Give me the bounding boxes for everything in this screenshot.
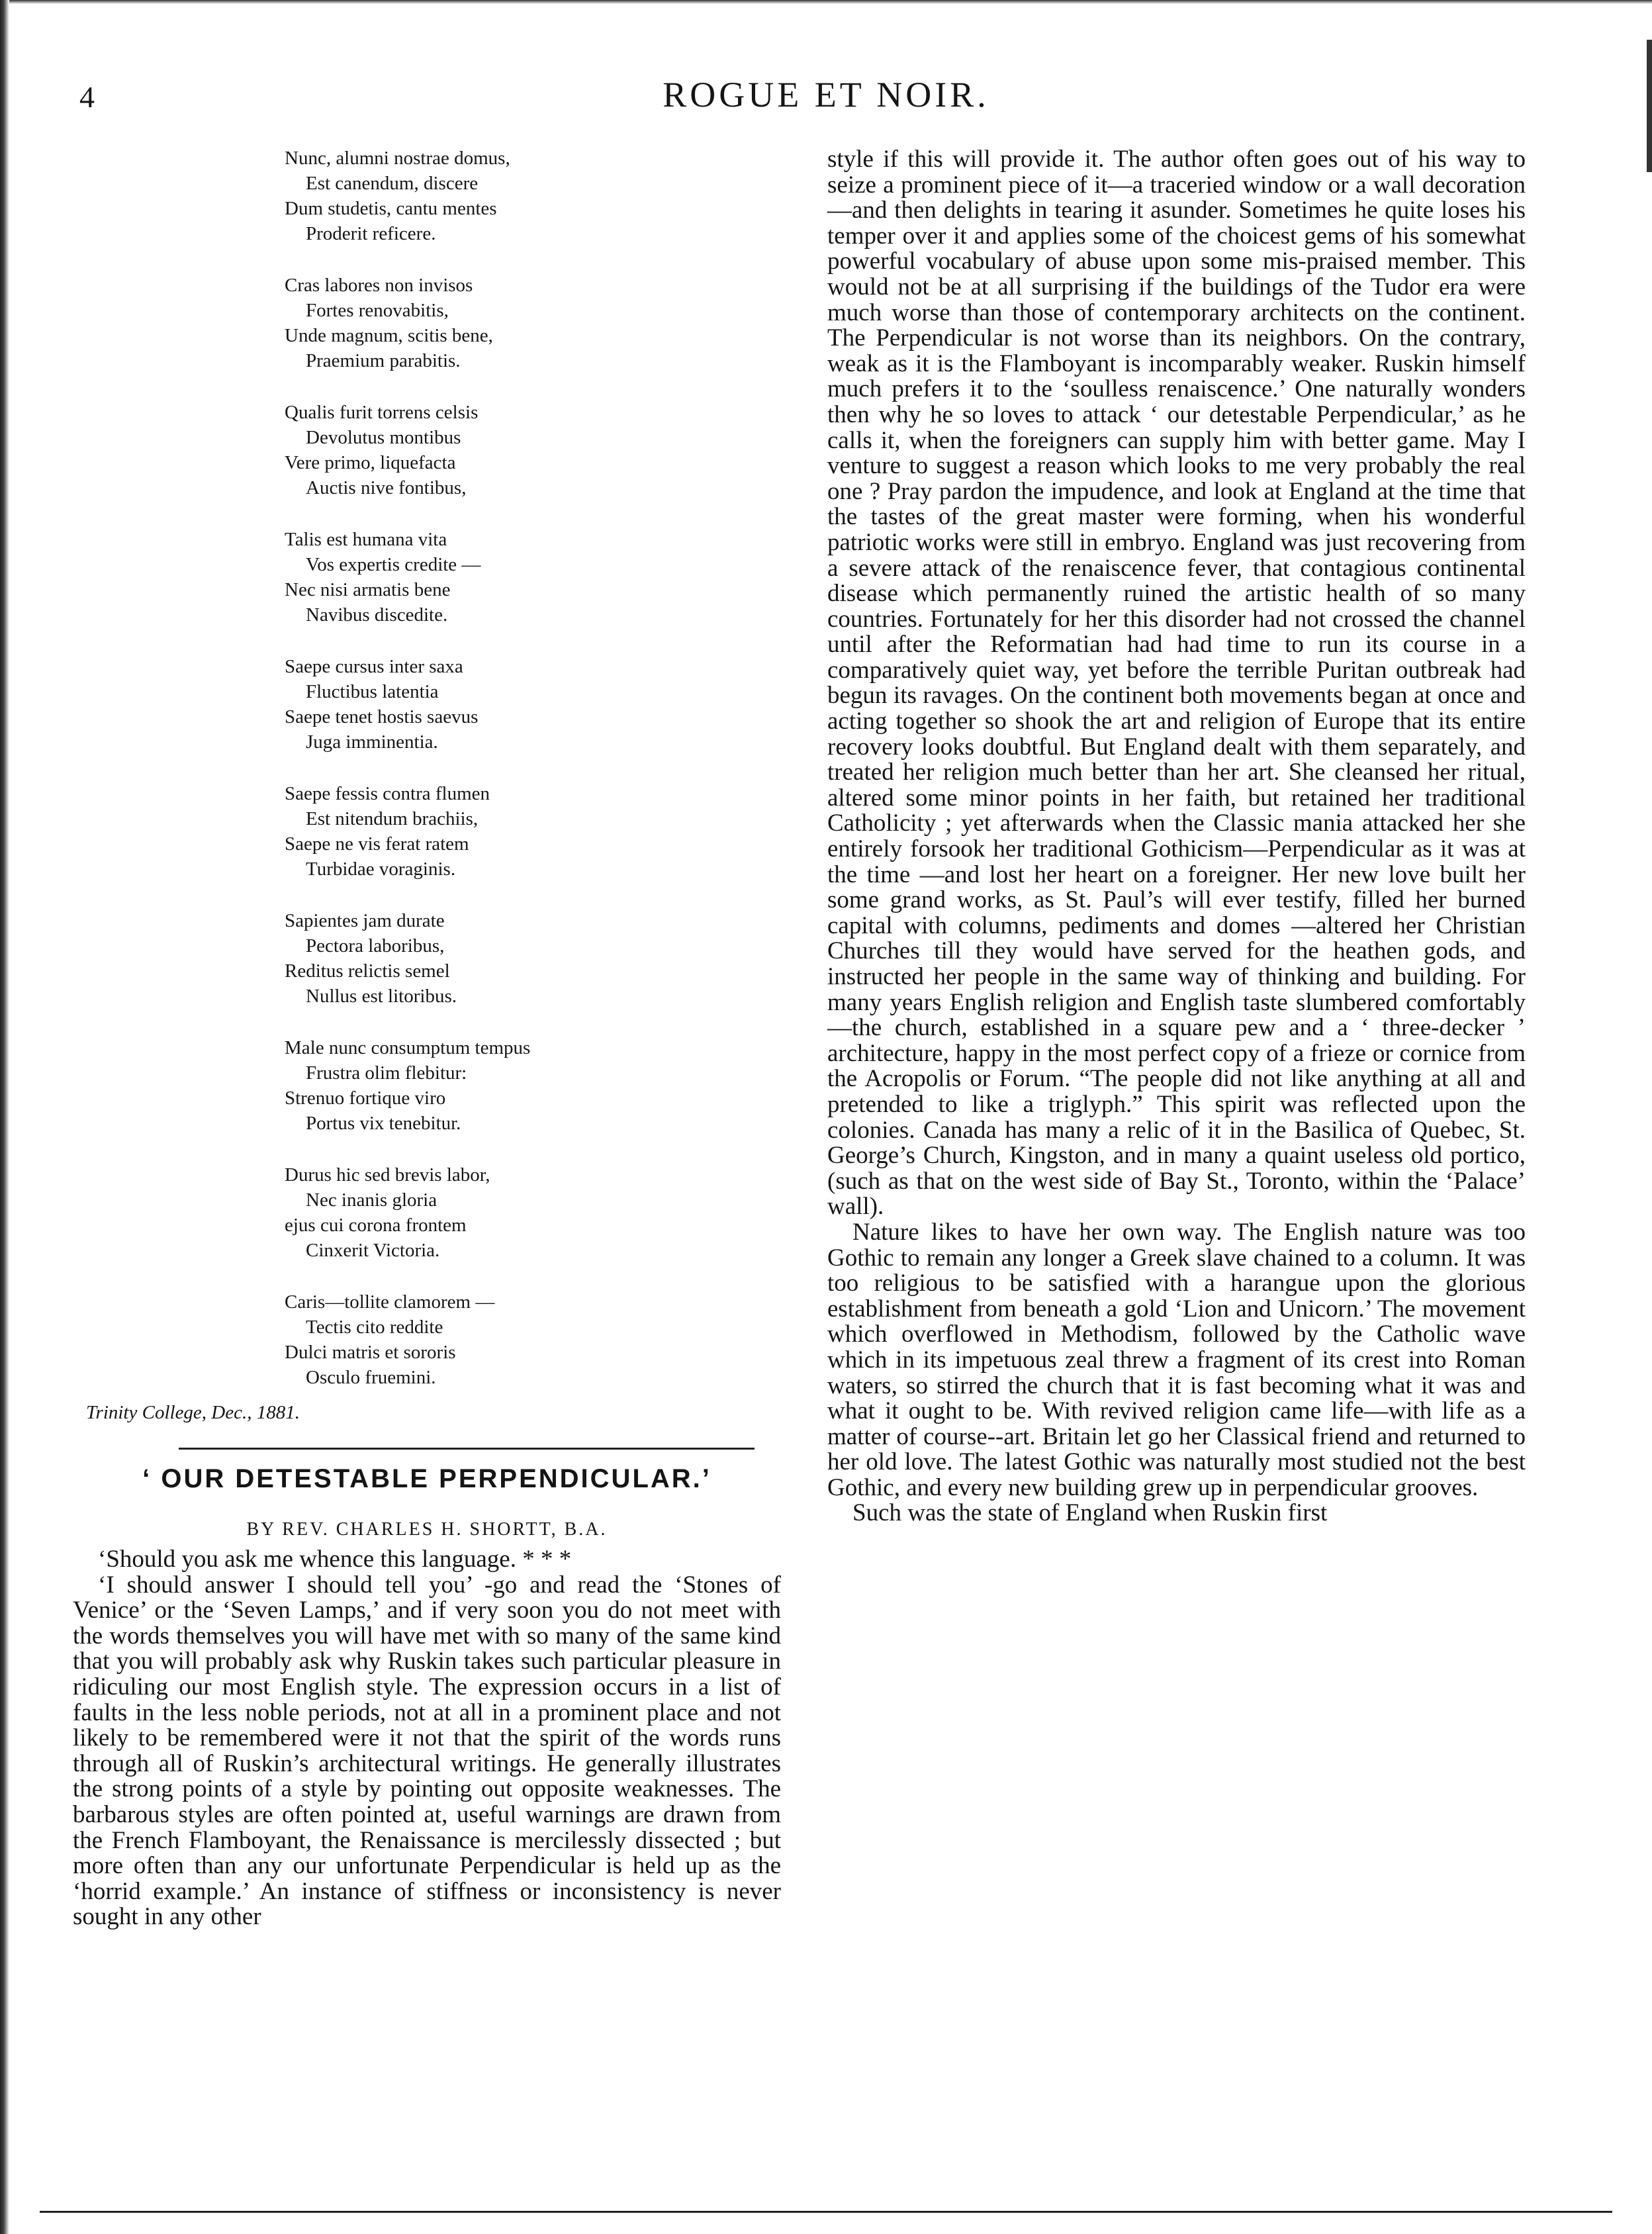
poem-line: Reditus relictis semel [285, 960, 450, 982]
poem-line: Navibus discedite. [306, 604, 448, 626]
poem-line: Caris—tollite clamorem — [285, 1291, 495, 1313]
poem-stanza [285, 1162, 781, 1263]
poem-line: Juga imminentia. [306, 731, 438, 753]
poem-line: Auctis nive fontibus, [306, 477, 467, 498]
poem-line: Vos expertis credite — [306, 554, 481, 575]
left-column [73, 146, 781, 1930]
poem-line: Cras labores non invisos [285, 275, 473, 296]
section-divider [179, 1448, 755, 1450]
poem-stanza [285, 781, 781, 882]
poem-stanza [285, 1035, 781, 1136]
poem-line: Vere primo, liquefacta [285, 452, 456, 473]
article-title: ‘ OUR DETESTABLE PERPENDICULAR.’ [142, 1464, 711, 1493]
poem-line: Nullus est litoribus. [306, 986, 457, 1007]
poem-line: Portus vix tenebitur. [306, 1113, 461, 1134]
poem-stanza [285, 908, 781, 1009]
poem-line: Fortes renovabitis, [306, 300, 449, 321]
poem-stanza [285, 1289, 781, 1390]
article-byline: BY REV. CHARLES H. SHORTT, B.A. [246, 1519, 608, 1540]
poem-line: Pectora laboribus, [306, 935, 445, 956]
poem-line: Strenuo fortique viro [285, 1088, 446, 1109]
poem-line: Osculo fruemini. [306, 1367, 436, 1388]
poem-line: Dum studetis, cantu mentes [285, 198, 497, 219]
poem-line: Saepe cursus inter saxa [285, 656, 463, 677]
poem-stanza [285, 527, 781, 628]
poem-line: Saepe fessis contra flumen [285, 783, 490, 804]
left-article-text [73, 1547, 781, 1930]
page-number: 4 [79, 80, 95, 114]
scan-left-edge [0, 0, 9, 2234]
poem-line: Unde magnum, scitis bene, [285, 325, 493, 346]
latin-poem [73, 146, 781, 1390]
poem-stanza [285, 400, 781, 500]
right-article-text [827, 147, 1526, 1526]
poem-line: Frustra olim flebitur: [306, 1062, 467, 1084]
poem-line: Durus hic sed brevis labor, [285, 1164, 490, 1186]
article-paragraph: ‘I should answer I should tell you’ -go and read the ‘Stones of Venice’ or the ‘Seven Lamps,’ and if very soon you do not meet with the words themselves you will have met with so many of the same kind that you will probably ask why Ruskin takes such particular pleasure in ridiculing our most English style. The expression occurs in a list of faults in the less noble periods, not at all in a prominent place and not likely to be remembered were it not that the spirit of the words runs through all of Ruskin’s architectural writings. He generally illustrates the strong points of a style by pointing out opposite weaknesses. The barbarous styles are often pointed at, useful warnings are drawn from the French Flamboyant, the Renaissance is mercilessly dissected ; but more often than any our unfortunate Perpendicular is held up as the ‘horrid example.’ An instance of stiffness or inconsistency is never sought in any other [73, 1571, 781, 1931]
poem-line: Saepe tenet hostis saevus [285, 706, 479, 727]
poem-line: Praemium parabitis. [306, 350, 461, 371]
poem-line: Fluctibus latentia [306, 681, 439, 702]
poem-line: Male nunc consumptum tempus [285, 1037, 531, 1058]
poem-line: Nunc, alumni nostrae domus, [285, 148, 510, 169]
poem-stanza [285, 654, 781, 755]
poem-line: Nec nisi armatis bene [285, 579, 451, 600]
poem-line: ejus cui corona frontem [285, 1215, 467, 1236]
poem-line: Dulci matris et sororis [285, 1342, 456, 1363]
poem-line: Devolutus montibus [306, 427, 461, 448]
poem-line: Nec inanis gloria [306, 1189, 437, 1211]
scan-top-edge [0, 0, 1652, 4]
poem-line: Est nitendum brachiis, [306, 808, 479, 829]
bottom-rule [40, 2211, 1612, 2213]
poem-line: Qualis furit torrens celsis [285, 402, 479, 423]
poem-line: Saepe ne vis ferat ratem [285, 833, 469, 855]
poem-line: Talis est humana vita [285, 529, 447, 550]
article-paragraph: style if this will provide it. The author often goes out of his way to seize a prominent piece of it—a traceried window or a wall decoration—and then delights in tearing it asunder. Sometimes he quite loses his temper over it and applies some of the choicest gems of his somewhat powerful vocabulary of abuse upon some mis-praised member. This would not be at all surprising if the buildings of the Tudor era were much worse than those of contemporary architects on the continent. The Perpendicular is not worse than its neighbors. On the contrary, weak as it is the Flamboyant is incomparably weaker. Ruskin himself much prefers it to the ‘soulless renaiscence.’ One naturally wonders then why he so loves to attack ‘ our detestable Perpendicular,’ as he calls it, when the foreigners can supply him with better game. May I venture to suggest a reason which looks to me very probably the real one ? Pray pardon the impudence, and look at England at the time that the tastes of the great master were forming, when his wonderful patriotic works were still in embryo. England was just recovering from a severe attack of the renaiscence fever, that contagious continental disease which permanently ruined the artistic health of so many countries. Fortunately for her this disorder had not crossed the channel until after the Reformatian had had time to run its course in a comparatively quiet way, yet before the terrible Puritan outbreak had begun its ravages. On the continent both movements began at once and acting together so shook the art and religion of Europe that its entire recovery looks doubtful. But England dealt with them separately, and treated her religion much better than her art. She cleansed her ritual, altered some minor points in her faith, but retained her traditional Catholicity ; yet afterwards when the Classic mania attacked her she entirely forsook her traditional Gothicism—Perpendicular as it was at the time —and lost her heart on a foreigner. Her new love built her some grand works, as St. Paul’s will ever testify, filled her burned capital with columns, pediments and domes —altered her Christian Churches till they would have served for the heathen gods, and instructed her people in the same way of thinking and building. For many years English religion and English taste slumbered comfortably—the church, established in a square pew and a ‘ three-decker ’ architecture, happy in the most perfect copy of a frieze or cornice from the Acropolis or Forum. “The people did not like anything at all and pretended to like a triglyph.” This spirit was reflected upon the colonies. Canada has many a relic of it in the Basilica of Quebec, St. George’s Church, Kingston, and in many a quaint useless old portico, (such as that on the west side of Bay St., Toronto, within the ‘Palace’ wall). [827, 146, 1526, 1221]
poem-line: Turbidae voraginis. [306, 859, 456, 880]
article-paragraph: Such was the state of England when Ruskin first [852, 1499, 1328, 1527]
poem-line: Sapientes jam durate [285, 910, 445, 931]
poem-stanza [285, 146, 781, 246]
article-paragraph: ‘Should you ask me whence this language. * * * [98, 1546, 572, 1573]
poem-line: Tectis cito reddite [306, 1317, 443, 1338]
poem-line: Proderit reficere. [306, 223, 436, 244]
poem-stanza [285, 273, 781, 373]
poem-signature: Trinity College, Dec., 1881. [86, 1402, 300, 1423]
article-paragraph: Nature likes to have her own way. The English nature was too Gothic to remain any longer a Greek slave chained to a column. It was too religious to be satisfied with a harangue upon the glorious establishment from beneath a gold ‘Lion and Unicorn.’ The movement which overflowed in Methodism, followed by the Catholic wave which in its impetuous zeal threw a fragment of its crest into Roman waters, so stirred the church that it is fast becoming what it was and what it ought to be. With revived religion came life—with life as a matter of course--art. Britain let go her Classical friend and returned to her old love. The latest Gothic was naturally most studied not the best Gothic, and every new building grew up in perpendicular grooves. [827, 1218, 1526, 1501]
poem-line: Est canendum, discere [306, 173, 479, 194]
poem-line: Cinxerit Victoria. [306, 1240, 440, 1261]
running-head: ROGUE ET NOIR. [663, 75, 989, 115]
right-column [827, 147, 1526, 1526]
